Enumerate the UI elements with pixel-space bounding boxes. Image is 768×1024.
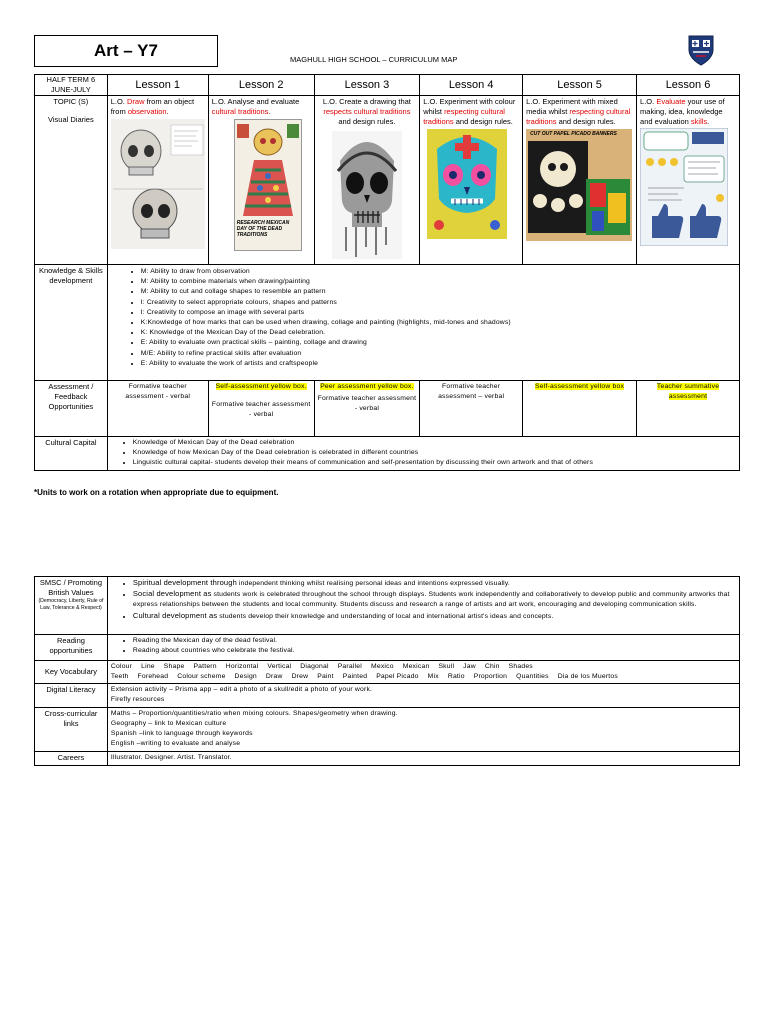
cross-line: Geography – link to Mexican culture xyxy=(110,720,227,727)
knowledge-label: Knowledge & Skills development xyxy=(35,265,108,381)
list-item: • I: Creativity to select appropriate colours, shapes and patterns xyxy=(141,298,736,308)
image-caption: RESEARCH MEXICAN DAY OF THE DEAD TRADITIONS xyxy=(236,220,290,238)
skull-drawing-image xyxy=(111,119,205,249)
vocabulary-row xyxy=(111,672,736,682)
mexican-research-image xyxy=(234,119,302,251)
lesson-1-objective: L.O. Draw from an object from observation. xyxy=(107,96,208,265)
list-item: • I: Creativity to compose an image with several parts xyxy=(141,308,736,318)
vocabulary-label: Key Vocabulary xyxy=(35,661,108,684)
lesson-2-objective: L.O. Analyse and evaluate cultural traditions. RESEARCH MEXICAN DAY OF THE DEAD TRADITIONS xyxy=(208,96,314,265)
digital-literacy-cell xyxy=(107,684,739,708)
vocabulary-word: Painted xyxy=(342,673,368,680)
vocabulary-word: Vertical xyxy=(267,663,292,670)
school-name: MAGHULL HIGH SCHOOL – CURRICULUM MAP xyxy=(290,55,458,64)
vocabulary-word: Colour scheme xyxy=(177,673,226,680)
cultural-capital-label: Cultural Capital xyxy=(35,437,108,471)
reading-list xyxy=(111,636,736,656)
vocabulary-word: Dia de los Muertos xyxy=(557,673,618,680)
cross-line: Maths – Proportion/quantities/ratio when mixing colours. Shapes/geometry when drawing. xyxy=(110,710,398,717)
vocabulary-word: Paint xyxy=(317,673,334,680)
cultural-capital-cell xyxy=(107,437,739,471)
lesson-header: Lesson 2 xyxy=(208,75,314,96)
assessment-label: Assessment / Feedback Opportunities xyxy=(35,381,108,437)
list-item: • M/E: Ability to refine practical skills after evaluation xyxy=(141,349,736,359)
assessment-lesson-3: Peer assessment yellow box. Formative teacher assessment - verbal xyxy=(314,381,420,437)
lesson-5-objective: L.O. Experiment with mixed media whilst respecting cultural traditions and design rules. CUT OUT PAPEL PICADO BANNERS xyxy=(523,96,637,265)
vocabulary-word: Parallel xyxy=(337,663,362,670)
knowledge-list-cell xyxy=(107,265,739,381)
list-item: • E: Ability to evaluate the work of artists and craftspeople xyxy=(141,359,736,369)
list-item: • M: Ability to draw from observation xyxy=(141,267,736,277)
vocabulary-word: Shades xyxy=(508,663,533,670)
lesson-header: Lesson 4 xyxy=(420,75,523,96)
list-item: • K:Knowledge of how marks that can be used when drawing, collage and painting (highlights, mid-tones and shadows) xyxy=(141,318,736,328)
topic-value: Visual Diaries xyxy=(48,115,94,124)
list-item: • Spiritual development through independent thinking whilst realising personal ideas and intentions expressed visually. xyxy=(133,578,736,589)
assessment-lesson-2: Self-assessment yellow box. Formative teacher assessment - verbal xyxy=(208,381,314,437)
vocabulary-word: Papel Picado xyxy=(376,673,419,680)
vocabulary-word: Shape xyxy=(163,663,185,670)
list-item: • Social development as students work is celebrated throughout the school through displays. Students work independently and collaboratively to develop public and community artworks that express relationships between the students and local community. Students discuss and research a range of artists and art work, encouraging and developing communication skills. xyxy=(133,589,736,610)
lesson-header: Lesson 5 xyxy=(523,75,637,96)
lesson-4-objective: L.O. Experiment with colour whilst respecting cultural traditions and design rules. xyxy=(420,96,523,265)
cultural-capital-list xyxy=(111,438,736,469)
vocabulary-word: Proportion xyxy=(473,673,508,680)
lesson-header: Lesson 3 xyxy=(314,75,420,96)
vocabulary-word: Mexican xyxy=(402,663,430,670)
evaluation-poster-image xyxy=(640,128,728,246)
list-item: • Knowledge of Mexican Day of the Dead celebration xyxy=(133,438,736,448)
vocabulary-word: Colour xyxy=(110,663,133,670)
assessment-lesson-5: Self-assessment yellow box xyxy=(523,381,637,437)
cross-curricular-cell xyxy=(107,708,739,752)
image-caption: CUT OUT PAPEL PICADO BANNERS xyxy=(530,131,617,137)
vocabulary-word: Skull xyxy=(438,663,455,670)
list-item: • Knowledge of how Mexican Day of the Dead celebration is celebrated in different countries xyxy=(133,448,736,458)
list-item: • Reading about countries who celebrate the festival. xyxy=(133,646,736,656)
vocabulary-row xyxy=(111,662,736,672)
lesson-6-objective: L.O. Evaluate your use of making, idea, knowledge and evaluation skills. xyxy=(637,96,740,265)
list-item: • K: Knowledge of the Mexican Day of the Dead celebration. xyxy=(141,328,736,338)
careers-label: Careers xyxy=(35,752,108,766)
curriculum-table xyxy=(34,74,740,471)
vocabulary-word: Design xyxy=(234,673,257,680)
vocabulary-word: Mexico xyxy=(370,663,394,670)
smsc-list xyxy=(111,578,736,622)
term-label: HALF TERM 6 JUNE-JULY xyxy=(35,75,108,96)
colour-skull-image xyxy=(427,129,507,239)
vocabulary-word: Draw xyxy=(265,673,283,680)
cross-curricular-label: Cross-curricular links xyxy=(35,708,108,752)
topic-label: TOPIC (S) xyxy=(53,97,89,106)
vocabulary-word: Chin xyxy=(484,663,500,670)
smsc-cell xyxy=(107,577,739,635)
vocabulary-word: Drew xyxy=(291,673,309,680)
list-item: • Linguistic cultural capital- students develop their means of communication and self-presentation by discussing their own artwork and that of others xyxy=(133,458,736,468)
list-item: • M: Ability to cut and collage shapes to resemble an pattern xyxy=(141,287,736,297)
digital-literacy-label: Digital Literacy xyxy=(35,684,108,708)
digital-line: Firefly resources xyxy=(110,696,165,703)
assessment-lesson-4: Formative teacher assessment – verbal xyxy=(420,381,523,437)
lesson-header: Lesson 6 xyxy=(637,75,740,96)
vocabulary-word: Line xyxy=(141,663,155,670)
lesson-header: Lesson 1 xyxy=(107,75,208,96)
school-crest-icon xyxy=(688,34,714,66)
vocabulary-word: Pattern xyxy=(193,663,217,670)
digital-line: Extension activity – Prisma app – edit a photo of a skull/edit a photo of your work. xyxy=(110,686,373,693)
list-item: • Cultural development as students develop their knowledge and understanding of local and international artist's ideas and concepts. xyxy=(133,611,736,622)
reading-label: Reading opportunities xyxy=(35,635,108,661)
assessment-lesson-6: Teacher summative assessment xyxy=(637,381,740,437)
list-item: • E: Ability to evaluate own practical skills – painting, collage and drawing xyxy=(141,338,736,348)
vocabulary-word: Mix xyxy=(427,673,439,680)
rotation-note: *Units to work on a rotation when appropriate due to equipment. xyxy=(34,488,279,497)
papel-picado-image xyxy=(526,129,632,241)
values-table xyxy=(34,576,740,766)
lesson-3-objective: L.O. Create a drawing that respects cultural traditions and design rules. xyxy=(314,96,420,265)
vocabulary-word: Jaw xyxy=(463,663,476,670)
knowledge-list xyxy=(111,267,736,369)
careers-value: Illustrator. Designer. Artist. Translator. xyxy=(107,752,739,766)
vocabulary-word: Quantities xyxy=(516,673,549,680)
vocabulary-word: Teeth xyxy=(110,673,129,680)
cross-line: Spanish –link to language through keywords xyxy=(110,730,253,737)
vocabulary-word: Horizontal xyxy=(225,663,259,670)
page-title: Art – Y7 xyxy=(34,35,218,67)
vocabulary-word: Forehead xyxy=(137,673,169,680)
assessment-lesson-1: Formative teacher assessment - verbal xyxy=(107,381,208,437)
list-item: • Reading the Mexican day of the dead festival. xyxy=(133,636,736,646)
topic-label-cell xyxy=(35,96,108,265)
vocabulary-word: Ratio xyxy=(447,673,465,680)
smsc-sublabel: (Democracy, Liberty, Rule of Law, Tolerance & Respect) xyxy=(38,598,104,611)
vocabulary-cell xyxy=(107,661,739,684)
cross-line: English –writing to evaluate and analyse xyxy=(110,740,241,747)
sugar-skull-drawing-image xyxy=(332,131,402,259)
smsc-label-cell xyxy=(35,577,108,635)
vocabulary-word: Diagonal xyxy=(300,663,329,670)
reading-cell xyxy=(107,635,739,661)
list-item: • M: Ability to combine materials when drawing/painting xyxy=(141,277,736,287)
smsc-label: SMSC / Promoting British Values xyxy=(39,578,102,597)
